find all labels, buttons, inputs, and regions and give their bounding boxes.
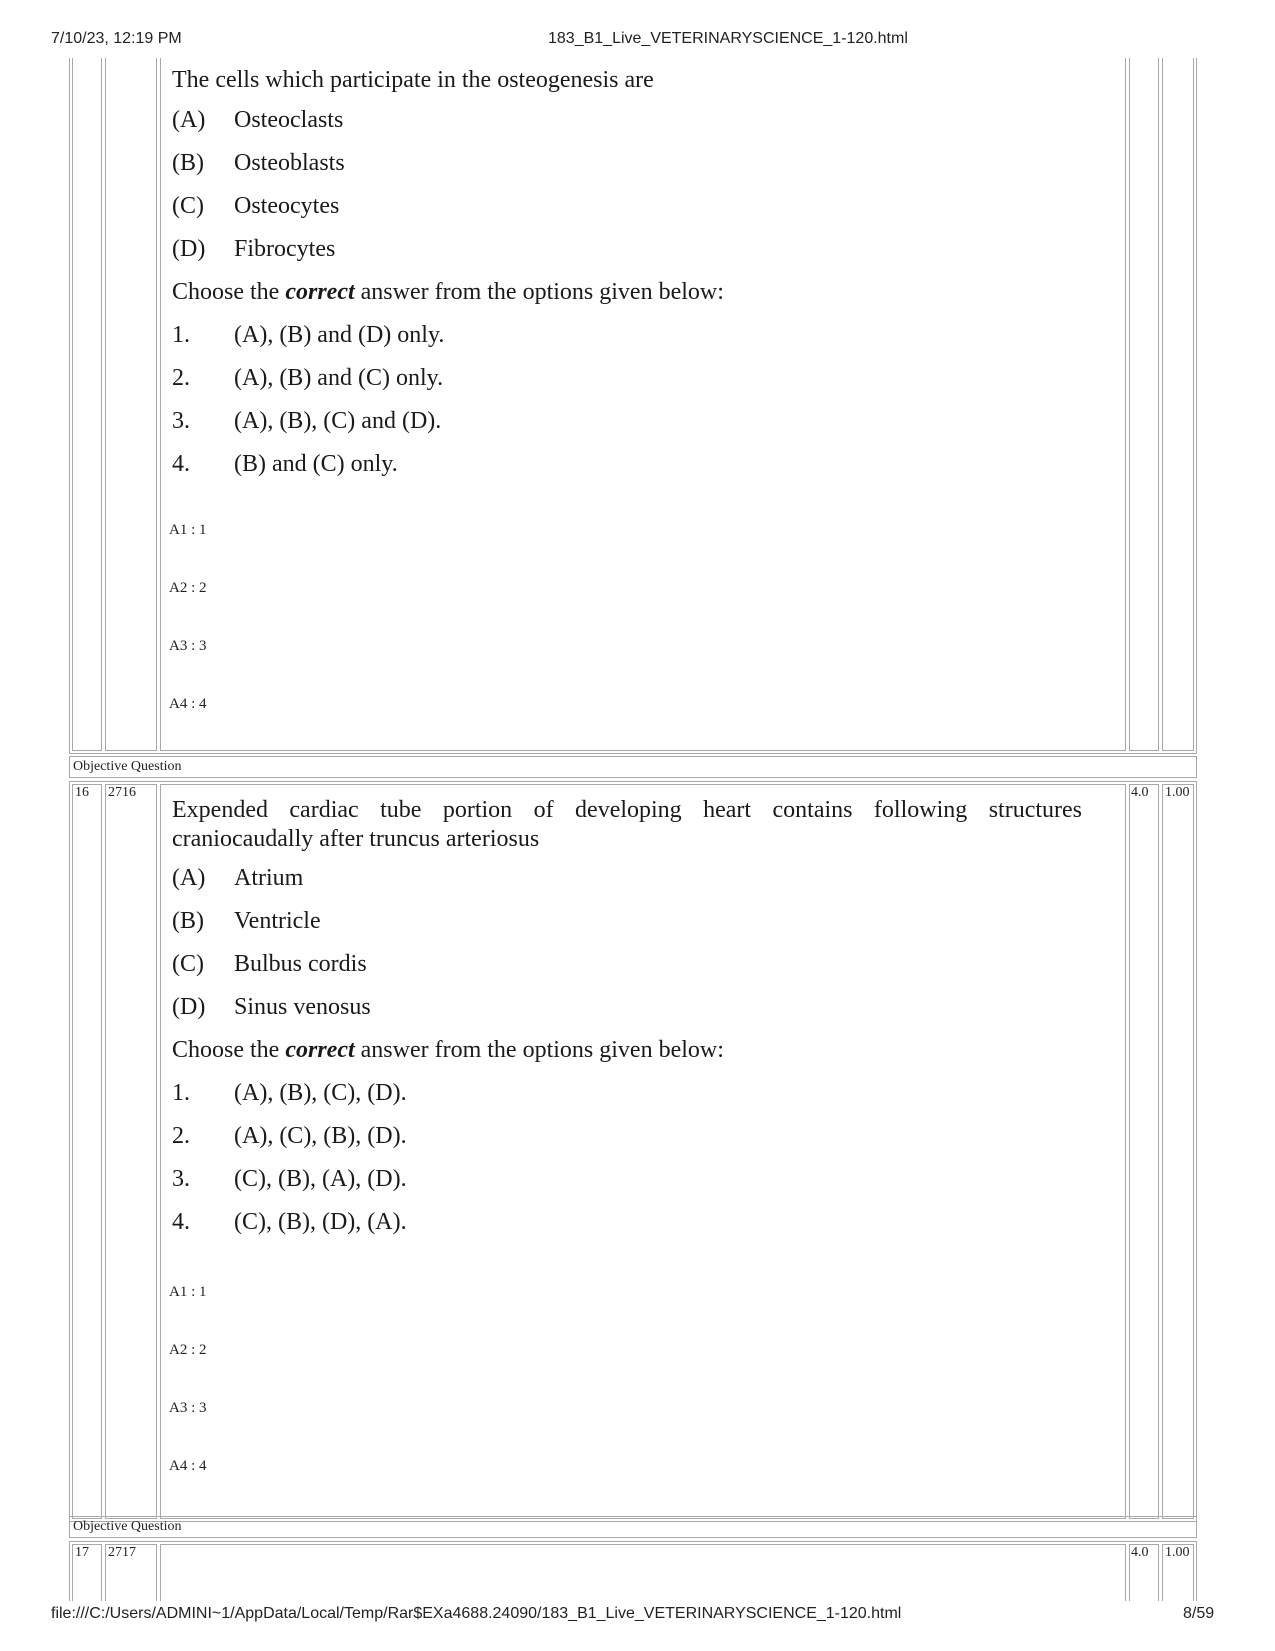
choose-instruction: Choose the correct answer from the options given below: (172, 279, 724, 305)
print-file-path: file:///C:/Users/ADMINI~1/AppData/Local/Temp/Rar$EXa4688.24090/183_B1_Live_VETERINARYSCIENCE_1-120.html (51, 1605, 902, 1622)
answer-key: A3 : 3 (169, 638, 207, 654)
question-number: 17 (75, 1545, 89, 1560)
answer-key: A4 : 4 (169, 696, 207, 712)
answer-key: A2 : 2 (169, 1342, 207, 1358)
question-type-label: Objective Question (73, 759, 182, 774)
negative-marks-cell (1162, 58, 1194, 751)
answer-option: 2. (A), (C), (B), (D). (172, 1123, 407, 1149)
answer-key: A1 : 1 (169, 1284, 207, 1300)
negative-marks-cell (1162, 784, 1194, 1519)
negative-marks: 1.00 (1165, 785, 1190, 800)
question-id: 2716 (108, 785, 136, 800)
qid-cell (105, 784, 157, 1519)
question-number: 16 (75, 785, 89, 800)
answer-key: A3 : 3 (169, 1400, 207, 1416)
answer-option: 3. (A), (B), (C) and (D). (172, 408, 442, 434)
answer-option: 4. (B) and (C) only. (172, 451, 398, 477)
list-item: (B) Osteoblasts (172, 150, 345, 176)
sno-cell (72, 58, 102, 751)
answer-key: A1 : 1 (169, 522, 207, 538)
answer-option: 4. (C), (B), (D), (A). (172, 1209, 407, 1235)
answer-option: 1. (A), (B), (C), (D). (172, 1080, 407, 1106)
question-cell (160, 784, 1126, 1519)
answer-option: 3. (C), (B), (A), (D). (172, 1166, 407, 1192)
question-marks: 4.0 (1131, 785, 1149, 800)
list-item: (B) Ventricle (172, 908, 321, 934)
list-item: (C) Osteocytes (172, 193, 340, 219)
answer-key: A4 : 4 (169, 1458, 207, 1474)
question-id: 2717 (108, 1545, 136, 1560)
marks-cell (1129, 58, 1159, 751)
question-marks: 4.0 (1131, 1545, 1149, 1560)
sno-cell (72, 784, 102, 1519)
negative-marks: 1.00 (1165, 1545, 1190, 1560)
answer-option: 2. (A), (B) and (C) only. (172, 365, 444, 391)
list-item: (A) Osteoclasts (172, 107, 344, 133)
question-type-row (69, 756, 1197, 778)
list-item: (D) Fibrocytes (172, 236, 336, 262)
list-item: (A) Atrium (172, 865, 304, 891)
answer-key: A2 : 2 (169, 580, 207, 596)
print-title: 183_B1_Live_VETERINARYSCIENCE_1-120.html (548, 30, 908, 47)
choose-instruction: Choose the correct answer from the options given below: (172, 1037, 724, 1063)
qid-cell (105, 58, 157, 751)
question-cell (160, 1544, 1126, 1601)
question-type-row (69, 1516, 1197, 1538)
marks-cell (1129, 784, 1159, 1519)
question-stem: The cells which participate in the osteogenesis are (172, 67, 654, 93)
page-number: 8/59 (1183, 1605, 1215, 1622)
question-type-label: Objective Question (73, 1519, 182, 1534)
list-item: (C) Bulbus cordis (172, 951, 367, 977)
question-stem: Expended cardiac tube portion of developing heart contains following structures craniocaudally after truncus arteriosus (172, 797, 1082, 852)
print-datetime: 7/10/23, 12:19 PM (51, 30, 182, 47)
list-item: (D) Sinus venosus (172, 994, 371, 1020)
answer-option: 1. (A), (B) and (D) only. (172, 322, 445, 348)
